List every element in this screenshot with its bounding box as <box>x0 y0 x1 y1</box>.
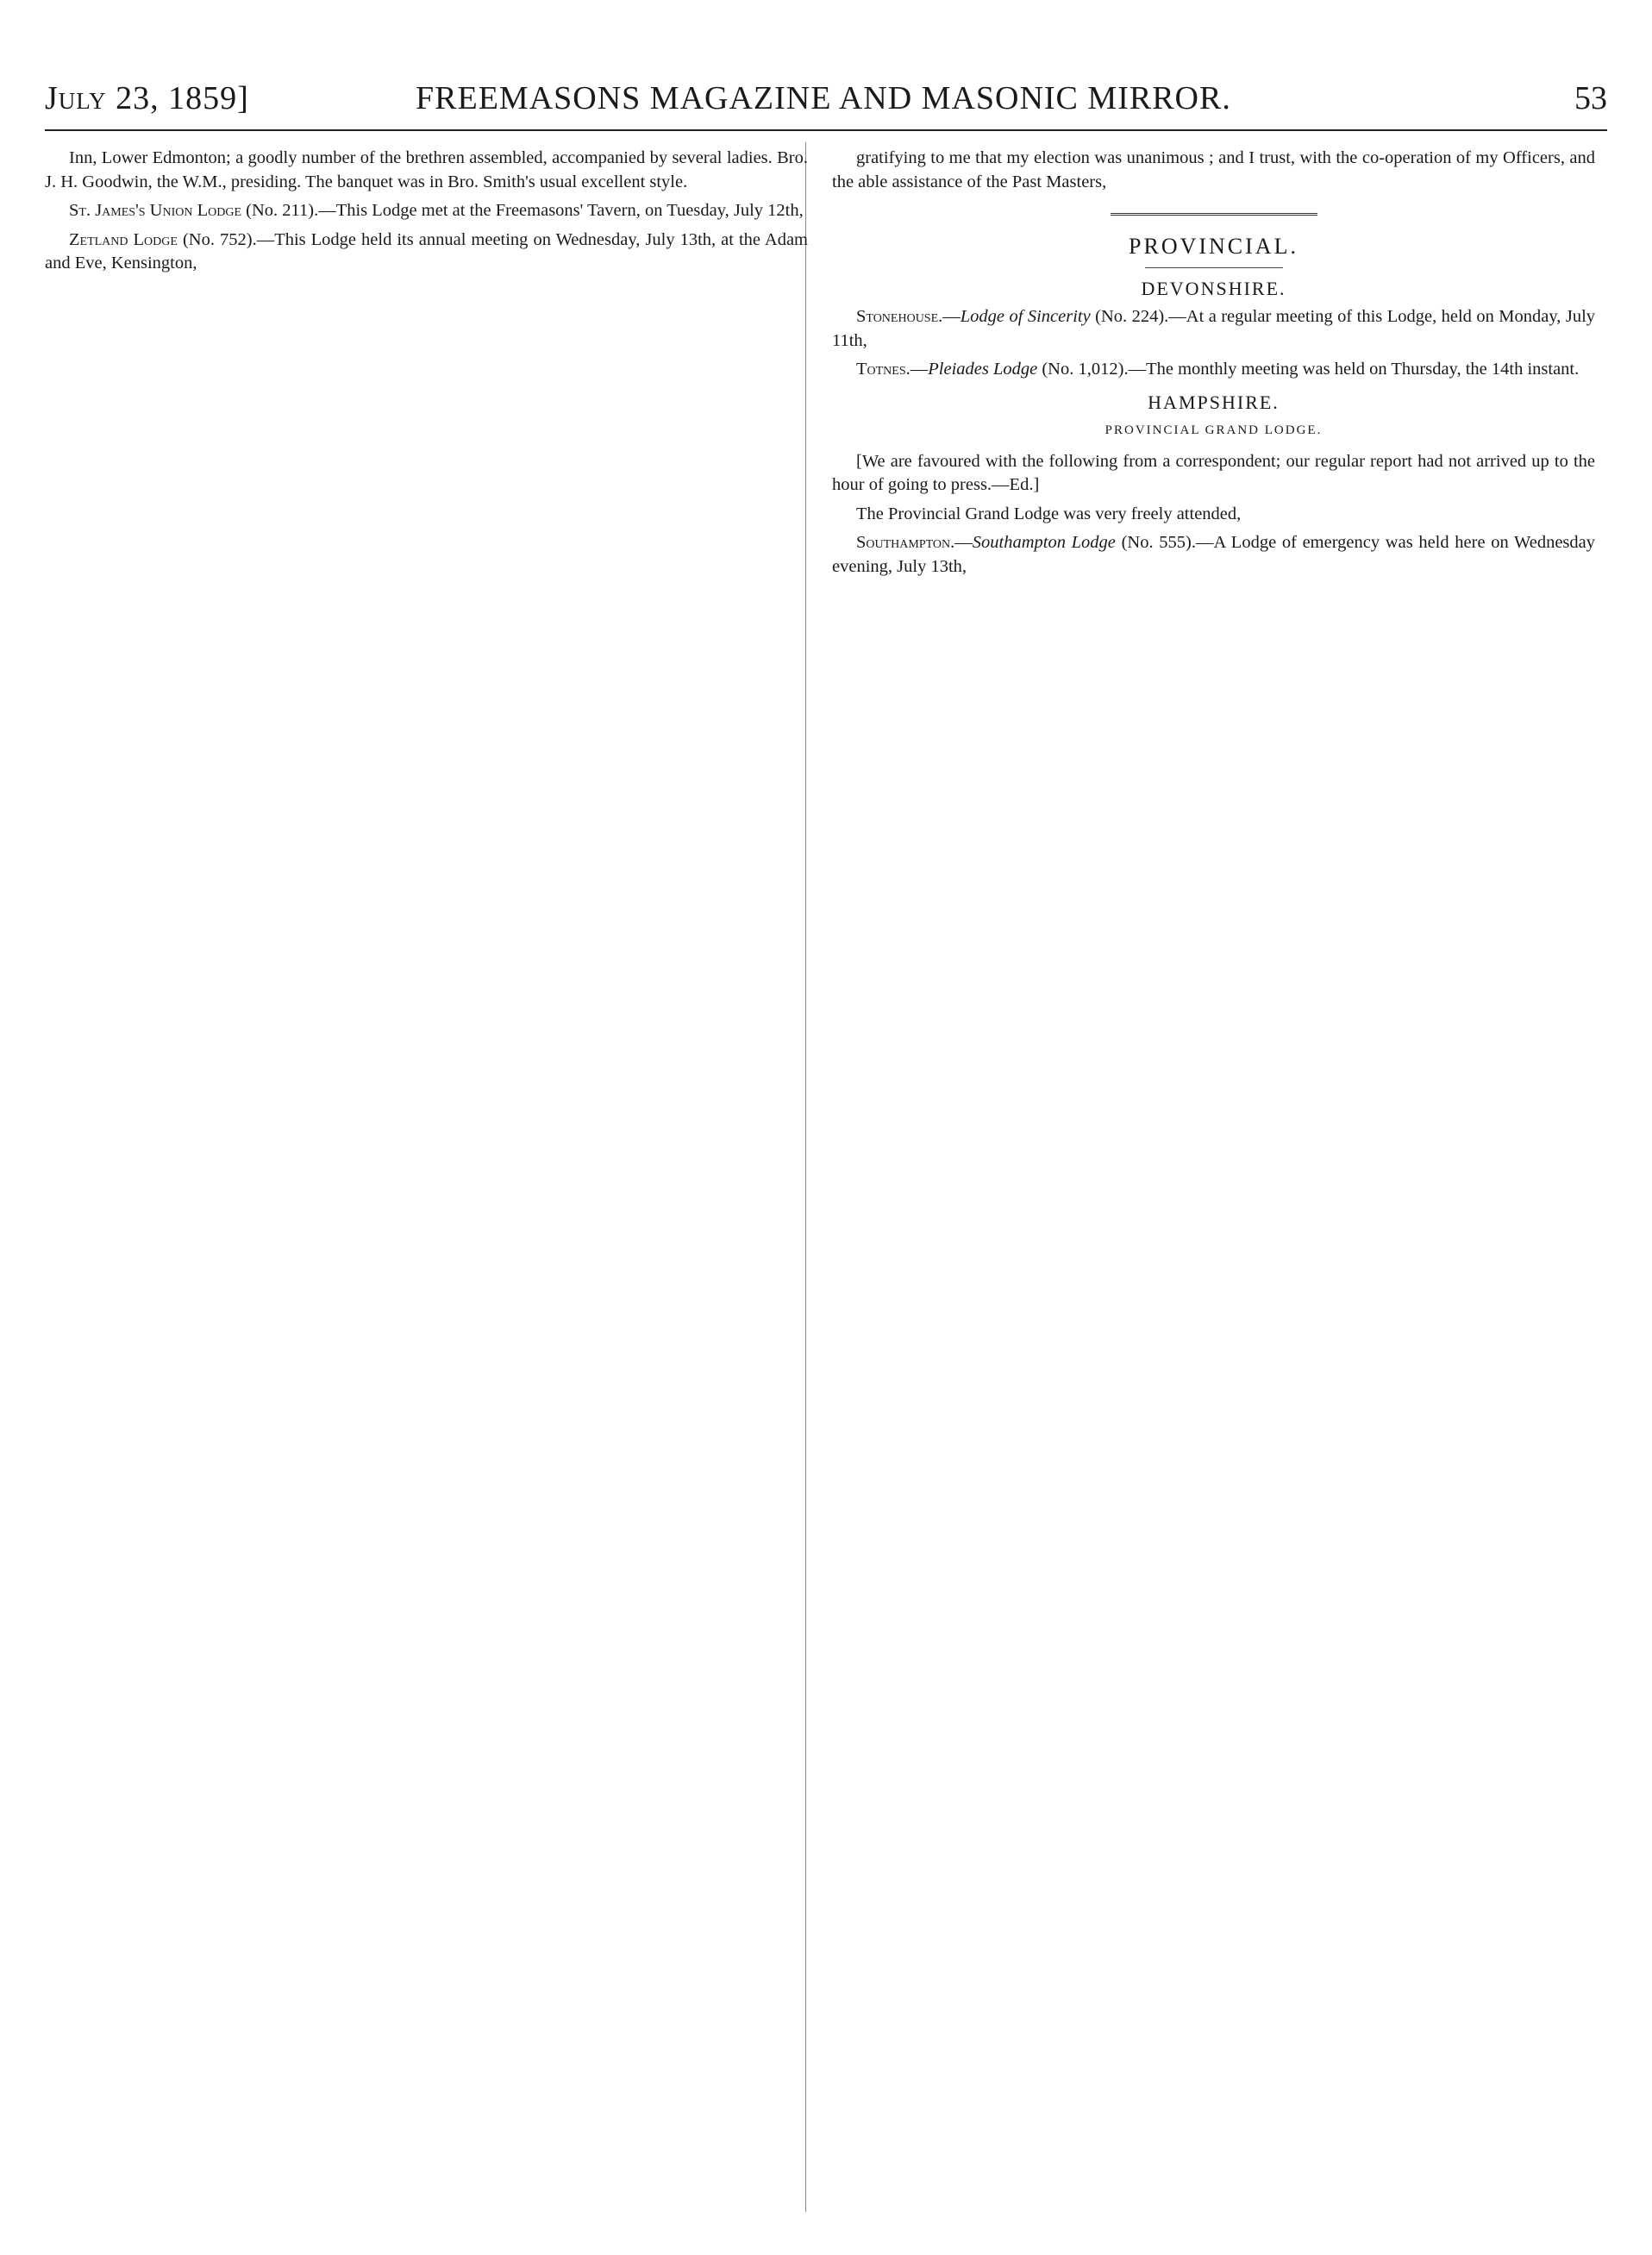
place-name: Totnes.— <box>856 360 929 379</box>
sub-heading: PROVINCIAL GRAND LODGE. <box>1104 423 1323 437</box>
lodge-name: Pleiades Lodge <box>928 360 1038 379</box>
place-name: Stonehouse.— <box>856 307 961 326</box>
heading-rule <box>1145 267 1283 268</box>
place-name: Southampton.— <box>856 533 973 552</box>
county-heading: HAMPSHIRE. <box>1148 391 1280 413</box>
magazine-title: FREEMASONS MAGAZINE AND MASONIC MIRROR. <box>416 80 1231 116</box>
paragraph <box>45 229 808 276</box>
lodge-name: Southampton Lodge <box>972 533 1116 552</box>
paragraph-text: (No. 211).—This Lodge met at the Freemasons' Tavern, on Tuesday, July 12th, <box>246 201 804 220</box>
lodge-name: Lodge of Sincerity <box>960 307 1091 326</box>
paragraph: gratifying to me that my election was unanimous ; and I trust, with the co-operation of my Officers, and the able assistance of the Past Masters, <box>832 148 1595 191</box>
lodge-name: Zetland Lodge <box>69 229 178 249</box>
paragraph <box>832 531 1595 579</box>
issue-date: July 23, 1859] <box>45 80 249 116</box>
paragraph-text: (No. 752).—This Lodge held its annual meeting on Wednesday, July 13th, at the Adam and Eve, Kensington, <box>45 229 809 272</box>
paragraph-text: (No. 1,012).—The monthly meeting was held on Thursday, the 14th instant. <box>1042 360 1580 379</box>
paragraph <box>832 358 1595 382</box>
section-rule <box>1111 213 1317 219</box>
page-header <box>45 79 1607 131</box>
county-heading: DEVONSHIRE. <box>1141 277 1286 299</box>
paragraph: Inn, Lower Edmonton; a goodly number of the brethren assembled, accompanied by several ladies. Bro. J. H. Goodwin, the W.M., presiding. The banquet was in Bro. Smith's usual excellent style. <box>45 148 808 191</box>
editor-note: [We are favoured with the following from a correspondent; our regular report had not arrived up to the hour of going to press.—Ed.] <box>832 451 1595 494</box>
section-heading: PROVINCIAL. <box>1129 234 1298 259</box>
column-divider <box>805 142 806 2212</box>
left-column <box>45 147 808 276</box>
lodge-name: St. James's Union Lodge <box>69 201 242 220</box>
header-rule <box>45 129 1607 131</box>
right-column <box>832 147 1595 579</box>
paragraph <box>832 305 1595 353</box>
page-number: 53 <box>1574 80 1607 116</box>
paragraph: The Provincial Grand Lodge was very freely attended, <box>856 504 1242 523</box>
paragraph-text: (No. 555).—A Lodge of emergency was held here on Wednesday evening, July 13th, <box>832 533 1596 576</box>
paragraph-text: (No. 224).—At a regular meeting of this Lodge, held on Monday, July 11th, <box>832 307 1596 350</box>
paragraph <box>45 199 808 223</box>
